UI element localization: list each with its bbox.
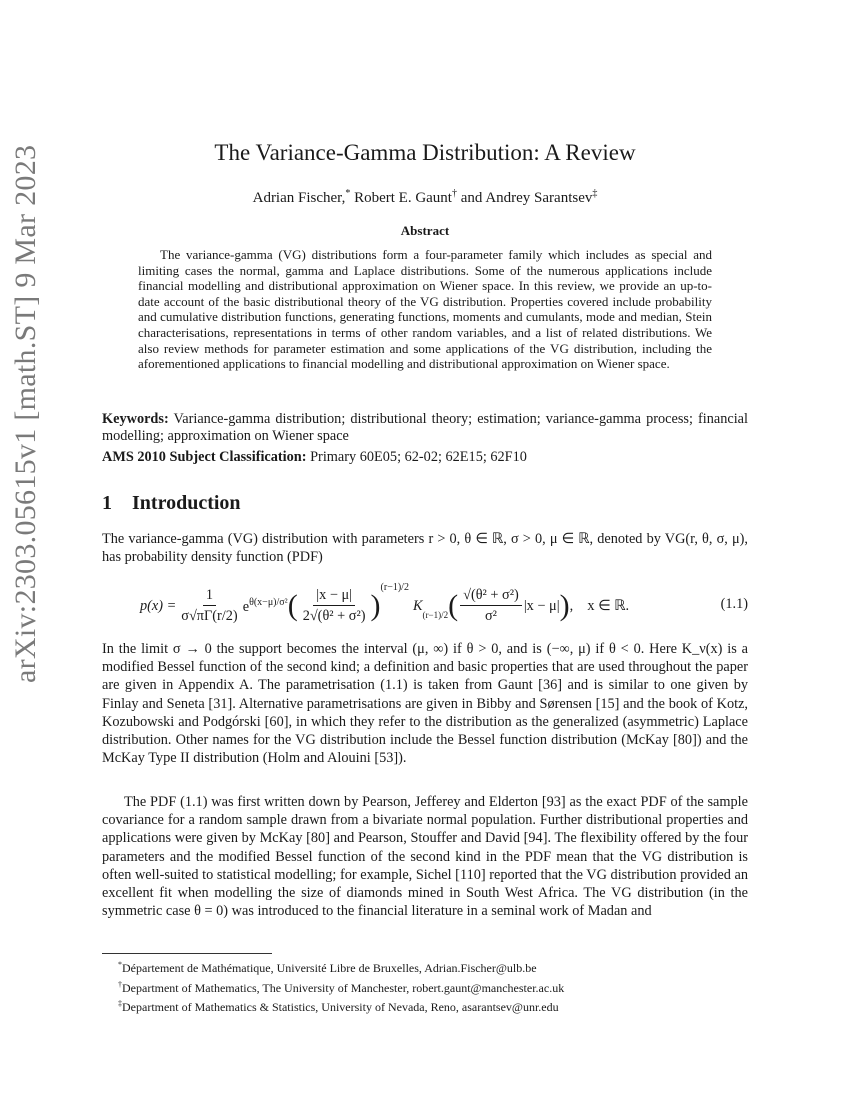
eq-denominator: σ√πΓ(r/2) — [181, 608, 238, 624]
equation-number: (1.1) — [720, 596, 748, 612]
footnote-mark: ‡ — [118, 999, 122, 1008]
ams-text: Primary 60E05; 62-02; 62E15; 62F10 — [306, 449, 527, 465]
author-name: and Andrey Sarantsev — [456, 190, 593, 206]
eq-lhs: p(x) = — [140, 597, 177, 614]
section-title: Introduction — [132, 492, 241, 514]
ams-label: AMS 2010 Subject Classification: — [102, 449, 307, 465]
eq-abs-term: |x − μ| — [523, 597, 560, 614]
eq-denominator: σ² — [484, 608, 497, 624]
footnote-text: Department of Mathematics, The University of Manchester, robert.gaunt@manchester.ac.uk — [122, 980, 565, 995]
ams-classification — [102, 449, 748, 466]
eq-paren-close: ) — [370, 589, 381, 622]
eq-power: (r−1)/2 — [380, 582, 409, 593]
author-list — [0, 188, 850, 207]
footnote-mark[interactable]: * — [345, 188, 351, 199]
footnotes — [102, 957, 748, 1016]
footnote-mark: † — [118, 979, 122, 989]
footnote — [102, 957, 748, 977]
eq-exponential — [243, 597, 288, 616]
footnote-mark[interactable]: † — [451, 188, 457, 199]
eq-bessel-index: (r−1)/2 — [422, 610, 449, 620]
eq-domain: , x ∈ ℝ. — [569, 597, 630, 614]
footnote — [102, 977, 748, 997]
footnote-mark[interactable]: ‡ — [592, 188, 598, 199]
keywords — [102, 411, 748, 445]
eq-bessel: K — [412, 597, 423, 614]
eq-paren-open: ( — [448, 589, 459, 622]
eq-numerator: √(θ² + σ²) — [460, 587, 522, 606]
eq-fraction — [460, 587, 522, 625]
body-paragraph: The PDF (1.1) was first written down by Pearson, Jefferey and Elderton [93] as the exact PDF of the sample covariance for a random sample drawn from a bivariate normal population. Further distributional properties and applications were given by McKay [80] and Pearson, Stouffer and David [94]. The flexibility offered by the four parameters and the modified Bessel function of the second kind in the PDF mean that the VG distribution is often well-suited to statistical modelling; for example, Sichel [110] reported that the VG distribution provided an excellent fit when modelling the size of diamonds mined in South West Africa. The VG distribution (in the symmetric case θ = 0) was introduced to the financial literature in a seminal work of Madan and — [102, 794, 748, 920]
eq-paren-open: ( — [287, 589, 298, 622]
abstract-heading: Abstract — [400, 223, 450, 238]
footnote-mark: * — [118, 960, 122, 969]
footnote-text: Département de Mathématique, Université Libre de Bruxelles, Adrian.Fischer@ulb.be — [122, 961, 537, 975]
intro-paragraph: The variance-gamma (VG) distribution with parameters r > 0, θ ∈ ℝ, σ > 0, μ ∈ ℝ, denoted by VG(r, θ, σ, μ), has probability density function (PDF) — [102, 531, 748, 566]
eq-fraction — [178, 587, 240, 625]
section-heading — [102, 492, 241, 515]
body-paragraph: In the limit σ → 0 the support becomes the interval (μ, ∞) if θ > 0, and is (−∞, μ) if θ < 0. Here K_ν(x) is a modified Bessel function of the second kind; a definition and basic properties that are used throughout the paper are given in Appendix A. The parametrisation (1.1) is taken from Gaunt [36] and is similar to one given by Finlay and Seneta [31]. Alternative parametrisations are given in Bibby and Sørensen [15] and the book of Kotz, Kozubowski and Podgórski [60], in which they refer to the distribution as the generalized (asymmetric) Laplace distribution. Other names for the VG distribution include the Bessel function distribution (McKay [80]) and the McKay Type II distribution (Holm and Alouini [53]). — [102, 641, 748, 767]
eq-numerator: |x − μ| — [313, 587, 355, 606]
footnote — [102, 996, 748, 1016]
arxiv-identifier: arXiv:2303.05615v1 [math.ST] 9 Mar 2023 — [9, 144, 42, 683]
eq-paren-close: ) — [559, 589, 570, 622]
eq-exp-power: θ(x−μ)/σ² — [249, 596, 288, 608]
author-name: Adrian Fischer, — [252, 190, 346, 206]
eq-fraction — [300, 587, 369, 625]
section-number: 1 — [102, 492, 112, 514]
keywords-text: Variance-gamma distribution; distributional theory; estimation; variance-gamma process; financial modelling; approximation on Wiener space — [102, 411, 748, 444]
abstract-text: The variance-gamma (VG) distributions form a four-parameter family which includes as special and limiting cases the normal, gamma and Laplace distributions. Some of the numerous applications include financial modelling and distributional approximation on Wiener space. In this review, we provide an up-to-date account of the basic distributional theory of the VG distribution. Properties covered include probability and cumulative distribution functions, generating functions, moments and cumulants, mode and median, Stein characterisations, representations in terms of other random variables, and a list of related distributions. We also review methods for parameter estimation and some applications of the VG distribution, including the aforementioned applications to financial modelling and distributional approximation on Wiener space. — [138, 247, 712, 372]
keywords-label: Keywords: — [102, 411, 169, 427]
equation-1-1 — [102, 582, 748, 630]
footnote-rule — [102, 953, 272, 954]
eq-denominator: 2√(θ² + σ²) — [302, 608, 366, 624]
paper-title: The Variance-Gamma Distribution: A Review — [214, 140, 636, 165]
eq-exp-base: e — [242, 598, 250, 615]
author-name: Robert E. Gaunt — [350, 190, 452, 206]
footnote-text: Department of Mathematics & Statistics, University of Nevada, Reno, asarantsev@unr.edu — [122, 1000, 559, 1014]
eq-numerator: 1 — [203, 587, 216, 606]
